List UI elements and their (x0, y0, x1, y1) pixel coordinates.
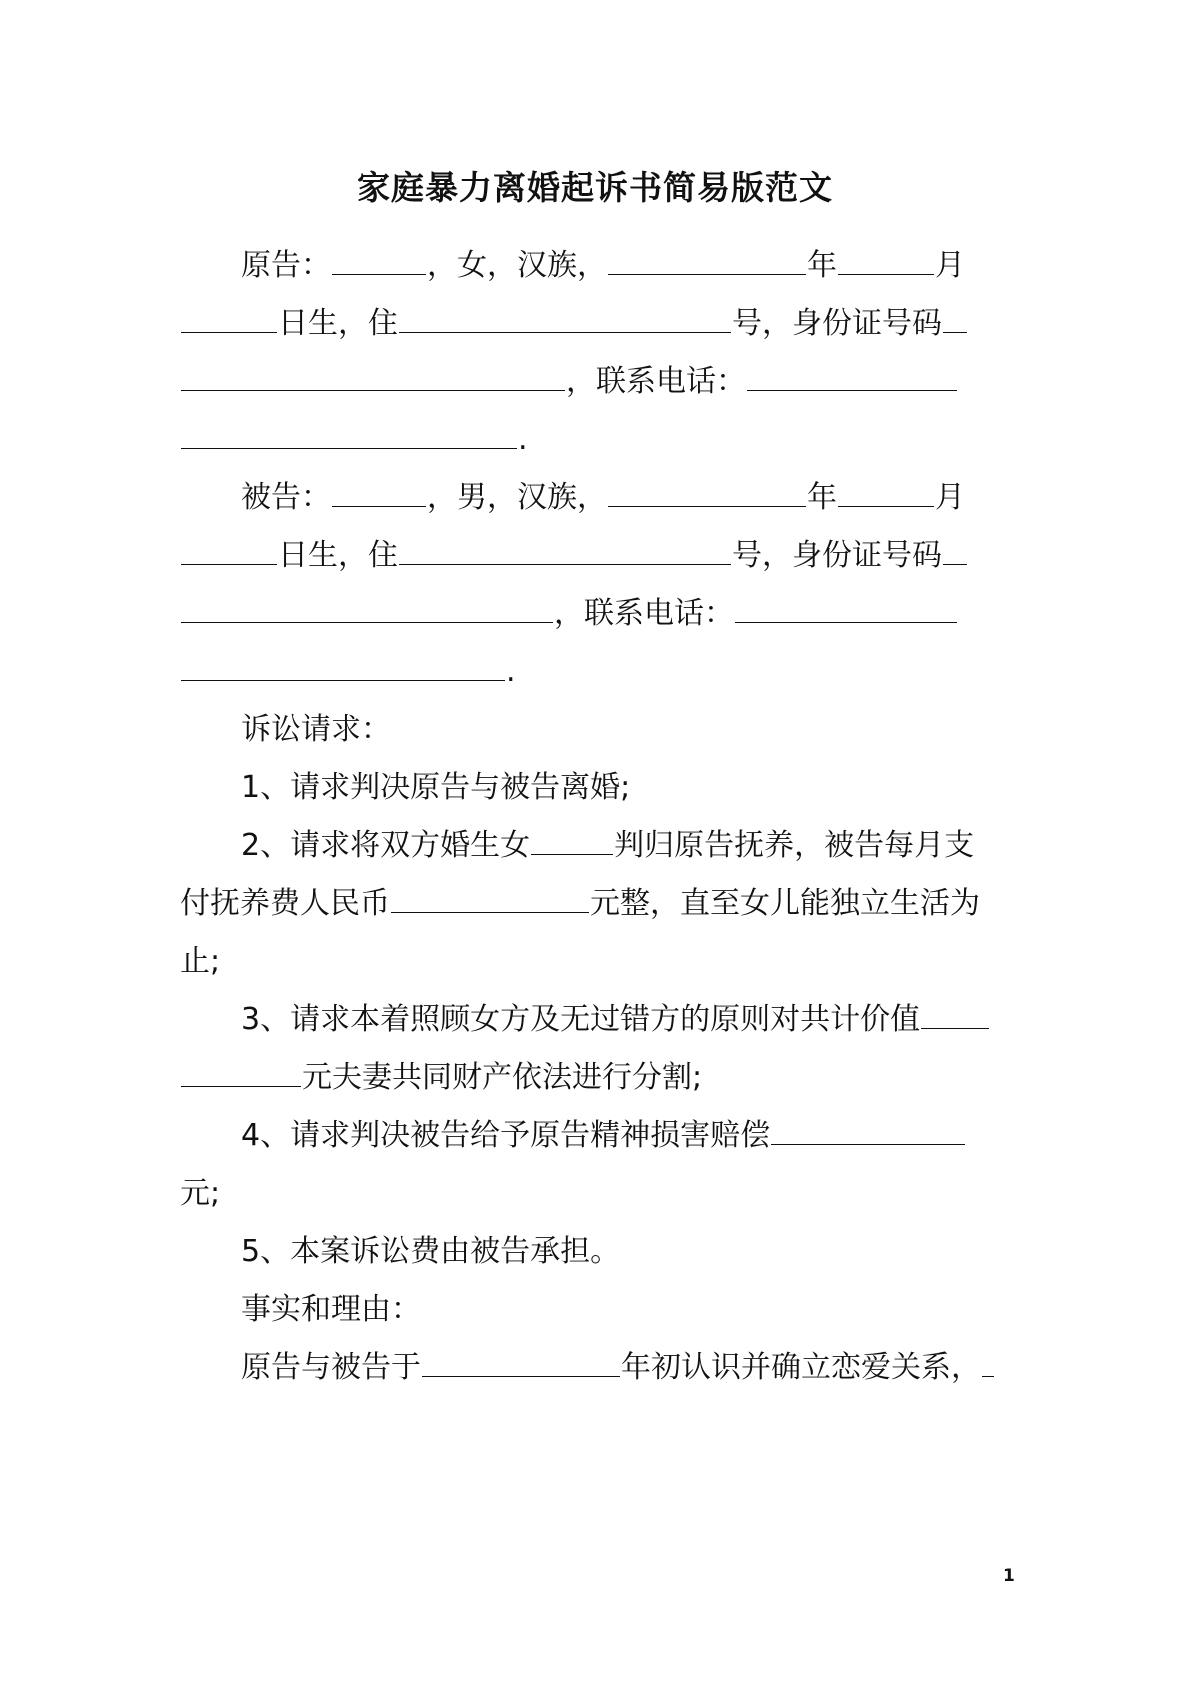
blank (181, 618, 553, 623)
blank (982, 1372, 994, 1377)
defendant-line-4: . (180, 652, 1020, 692)
claim-2-line-3: 止; (180, 944, 221, 979)
blank (181, 1082, 301, 1087)
blank (181, 560, 277, 565)
blank (181, 444, 517, 449)
blank (332, 502, 426, 507)
facts-line-1: 原告与被告于 年初认识并确立恋爱关系， (241, 1348, 1020, 1388)
blank (608, 502, 806, 507)
defendant-line-2: 日生，住 号，身份证号码 (180, 536, 1020, 576)
claim-3-line-2: 元夫妻共同财产依法进行分割; (180, 1058, 1020, 1098)
claim-2-line-1: 2、请求将双方婚生女 判归原告抚养，被告每月支 (241, 828, 975, 863)
page-number: 1 (1003, 1566, 1015, 1586)
blank (399, 560, 731, 565)
blank (747, 386, 957, 391)
claims-heading: 诉讼请求： (241, 712, 391, 747)
blank (608, 270, 806, 275)
defendant-line-3: ，联系电话： (180, 594, 1020, 634)
plaintiff-line-3: ，联系电话： (180, 362, 1020, 402)
blank (735, 618, 957, 623)
blank (943, 328, 967, 333)
blank (391, 908, 589, 913)
claim-5: 5、本案诉讼费由被告承担。 (241, 1234, 621, 1269)
blank (332, 270, 426, 275)
blank (838, 502, 934, 507)
claim-2-line-2: 付抚养费人民币 元整，直至女儿能独立生活为 (180, 886, 980, 921)
blank (838, 270, 934, 275)
blank (181, 676, 505, 681)
document-title: 家庭暴力离婚起诉书简易版范文 (357, 168, 833, 207)
claim-3-line-1: 3、请求本着照顾女方及无过错方的原则对共计价值 (241, 1000, 1020, 1040)
claim-1: 1、请求判决原告与被告离婚; (241, 770, 631, 805)
plaintiff-line-4: . (180, 420, 1020, 460)
defendant-line-1: 被告： ，男，汉族， 年 月 (241, 480, 965, 515)
plaintiff-line-1: 原告： ，女，汉族， 年 月 (241, 248, 965, 283)
blank (181, 386, 565, 391)
claim-4-line-2: 元; (180, 1176, 221, 1211)
blank (531, 850, 613, 855)
blank (399, 328, 731, 333)
plaintiff-line-2: 日生，住 号，身份证号码 (180, 304, 1020, 344)
blank (921, 1024, 989, 1029)
facts-heading: 事实和理由： (241, 1292, 421, 1327)
blank (422, 1372, 620, 1377)
blank (771, 1140, 965, 1145)
claim-4-line-1: 4、请求判决被告给予原告精神损害赔偿 (241, 1116, 1020, 1156)
blank (943, 560, 967, 565)
blank (181, 328, 277, 333)
